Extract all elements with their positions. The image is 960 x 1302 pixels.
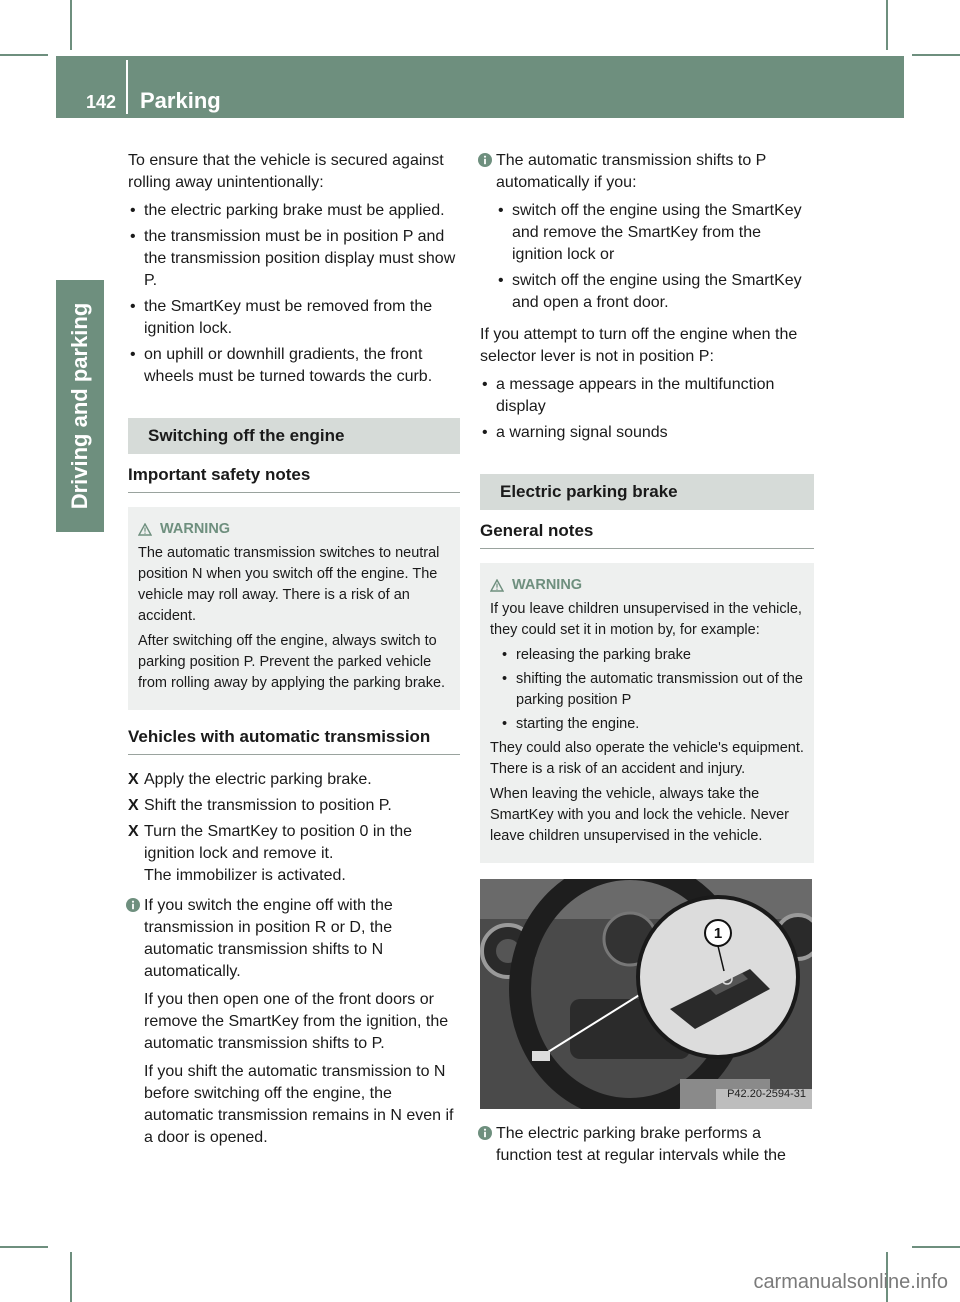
warning-header [138, 519, 450, 540]
watermark: carmanualsonline.info [753, 1271, 948, 1293]
photo-callout-number: 1 [713, 925, 723, 942]
step-arrow-icon: X [128, 797, 139, 814]
photo-reference-code: P42.20-2594-31 [727, 1088, 806, 1100]
warning-text: When leaving the vehicle, always take the SmartKey with you and lock the vehicle. Never leave children unsupervised in the vehicle. [490, 786, 789, 844]
section-heading: Electric parking brake [480, 474, 814, 510]
warning-text: The automatic transmission switches to neutral position N when you switch off the engine. The vehicle may roll away. There is a risk of an accident. [138, 545, 440, 624]
subheading: Important safety notes [128, 464, 460, 493]
warning-triangle-icon [138, 523, 152, 536]
info-icon [478, 1126, 492, 1140]
step-result: The immobilizer is activated. [144, 867, 346, 884]
info-text: If you shift the automatic transmission to N before switching off the engine, the automatic transmission remains in N even if a door is opened. [144, 1063, 454, 1146]
warning-label: WARNING [160, 521, 231, 537]
section-heading: Switching off the engine [128, 418, 460, 454]
crop-mark [70, 0, 72, 50]
list-item: • shifting the automatic transmission out of the parking position P [500, 669, 804, 711]
list-item: • the transmission must be in position P and the transmission position display must show P. [128, 226, 460, 292]
crop-mark [912, 1246, 960, 1248]
list-item: • the SmartKey must be removed from the ignition lock. [128, 296, 460, 340]
list-item: • a message appears in the multifunction display [480, 374, 814, 418]
warning-triangle-icon [490, 579, 504, 592]
info-note [480, 150, 814, 314]
warning-text: If you leave children unsupervised in the vehicle, they could set it in motion by, for example: [490, 601, 802, 638]
subheading: Vehicles with automatic transmission [128, 726, 460, 755]
step-text: Apply the electric parking brake. [144, 771, 372, 788]
warning-header [490, 575, 804, 596]
parking-brake-photo [480, 879, 812, 1109]
page-title: Parking [140, 88, 221, 113]
crop-mark [0, 1246, 48, 1248]
crop-mark [886, 0, 888, 50]
step-item [128, 769, 460, 791]
list-item: • a warning signal sounds [480, 422, 814, 444]
warning-text: After switching off the engine, always switch to parking position P. Prevent the parked vehicle from rolling away by applying the parking brake. [138, 633, 446, 691]
list-item: • releasing the parking brake [500, 645, 804, 666]
list-item: • switch off the engine using the SmartKey and open a front door. [496, 270, 814, 314]
warning-text: They could also operate the vehicle's equipment. There is a risk of an accident and injury. [490, 740, 804, 777]
right-column [480, 150, 814, 1177]
intro-text: To ensure that the vehicle is secured against rolling away unintentionally: [128, 152, 444, 191]
warning-label: WARNING [512, 577, 583, 593]
step-item [128, 795, 460, 817]
info-text: If you switch the engine off with the transmission in position R or D, the automatic transmission shifts to N automatically. [144, 897, 393, 980]
step-text: Shift the transmission to position P. [144, 797, 392, 814]
info-note [128, 895, 460, 1149]
step-arrow-icon: X [128, 771, 139, 788]
crop-mark [912, 54, 960, 56]
list-item: • switch off the engine using the SmartKey and remove the SmartKey from the ignition lock or [496, 200, 814, 266]
body-text: If you attempt to turn off the engine when the selector lever is not in position P: [480, 326, 798, 365]
dashboard-illustration [480, 879, 812, 1109]
info-note [480, 1123, 814, 1167]
info-text: The electric parking brake performs a function test at regular intervals while the [496, 1125, 786, 1164]
list-item: • on uphill or downhill gradients, the front wheels must be turned towards the curb. [128, 344, 460, 388]
info-icon [126, 898, 140, 912]
crop-mark [70, 1252, 72, 1302]
crop-mark [0, 54, 48, 56]
chapter-tab-label: Driving and parking [67, 302, 92, 510]
subheading: General notes [480, 520, 814, 549]
warning-box [128, 507, 460, 710]
header-divider [126, 60, 128, 114]
info-icon [478, 153, 492, 167]
step-item [128, 821, 460, 865]
list-item: • starting the engine. [500, 714, 804, 735]
warning-box [480, 563, 814, 863]
info-text: The automatic transmission shifts to P automatically if you: [496, 152, 767, 191]
step-arrow-icon: X [128, 823, 139, 840]
info-text: If you then open one of the front doors or remove the SmartKey from the ignition, the automatic transmission shifts to P. [144, 991, 449, 1052]
step-text: Turn the SmartKey to position 0 in the ignition lock and remove it. [144, 823, 412, 862]
chapter-tab [56, 280, 104, 532]
list-item: • the electric parking brake must be applied. [128, 200, 460, 222]
left-column [128, 150, 460, 1159]
page-number: 142 [85, 92, 116, 112]
